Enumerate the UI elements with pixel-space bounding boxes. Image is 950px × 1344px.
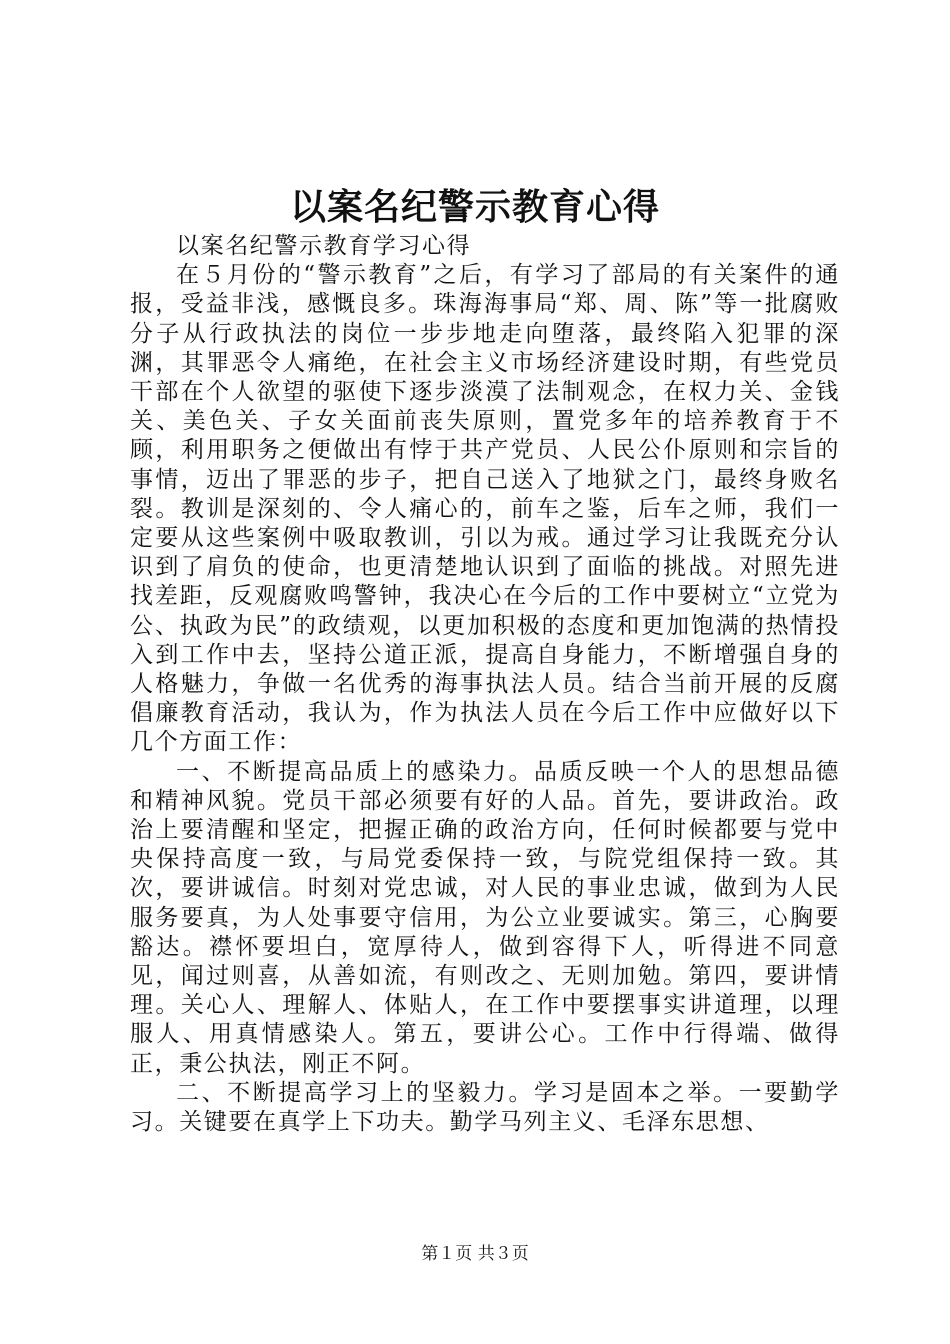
paragraph-point-one: 一、不断提高品质上的感染力。品质反映一个人的思想品德和精神风貌。党员干部必须要有好的人品。首先，要讲政治。政治上要清醒和坚定，把握正确的政治方向，任何时候都要与党中央保持高度一致，与局党委保持一致，与院党组保持一致。其次，要讲诚信。时刻对党忠诚，对人民的事业忠诚，做到为人民服务要真，为人处事要守信用，为公立业要诚实。第三，心胸要豁达。襟怀要坦白，宽厚待人，做到容得下人，听得进不同意见，闻过则喜，从善如流，有则改之、无则加勉。第四，要讲情理。关心人、理解人、体贴人，在工作中要摆事实讲道理，以理服人、用真情感染人。第五，要讲公心。工作中行得端、做得正，秉公执法，刚正不阿。: [130, 758, 840, 1077]
document-body: [130, 232, 840, 1137]
document-subtitle: 以案名纪警示教育学习心得: [176, 233, 472, 259]
document-title: 以案名纪警示教育心得: [289, 186, 660, 228]
paragraph-intro: 在５月份的“警示教育”之后，有学习了部局的有关案件的通报，受益非浅，感慨良多。珠海海事局“郑、周、陈”等一批腐败分子从行政执法的岗位一步步地走向堕落，最终陷入犯罪的深渊，其罪恶令人痛绝，在社会主义市场经济建设时期，有些党员干部在个人欲望的驱使下逐步淡漠了法制观念，在权力关、金钱关、美色关、子女关面前丧失原则，置党多年的培养教育于不顾，利用职务之便做出有悖于共产党员、人民公仆原则和宗旨的事情，迈出了罪恶的步子，把自己送入了地狱之门，最终身败名裂。教训是深刻的、令人痛心的，前车之鉴，后车之师，我们一定要从这些案例中吸取教训，引以为戒。通过学习让我既充分认识到了肩负的使命，也更清楚地认识到了面临的挑战。对照先进找差距，反观腐败鸣警钟，我决心在今后的工作中要树立“立党为公、执政为民”的政绩观，以更加积极的态度和更加饱满的热情投入到工作中去，坚持公道正派，提高自身能力，不断增强自身的人格魅力，争做一名优秀的海事执法人员。结合当前开展的反腐倡廉教育活动，我认为，作为执法人员在今后工作中应做好以下几个方面工作：: [130, 262, 840, 756]
paragraph-point-two: 二、不断提高学习上的坚毅力。学习是固本之举。一要勤学习。关键要在真学上下功夫。勤学马列主义、毛泽东思想、: [130, 1079, 840, 1136]
page-number-footer: 第１页 共３页: [421, 1244, 529, 1264]
